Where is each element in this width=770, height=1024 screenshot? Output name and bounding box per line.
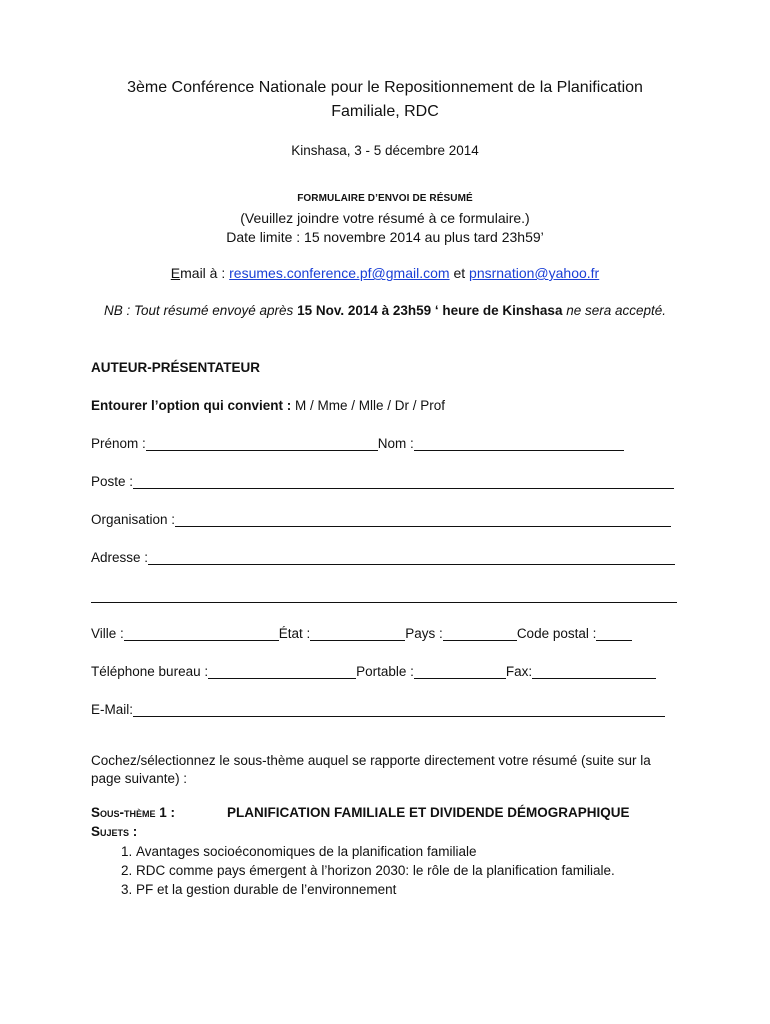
email-field[interactable] [133, 704, 665, 717]
position-label: Poste : [91, 474, 134, 489]
subtheme-instruction: Cochez/sélectionnez le sous-thème auquel se rapporte directement votre résumé (suite sur la page suivante) : [91, 753, 651, 786]
position-field[interactable] [133, 476, 674, 489]
fax-field[interactable] [532, 666, 656, 679]
deadline: Date limite : 15 novembre 2014 au plus tard 23h59’ [226, 229, 544, 245]
subtheme-number: Sous-thème 1 : [91, 805, 176, 820]
fax-label: Fax: [505, 664, 533, 679]
submission-email-line [0, 265, 770, 281]
email-link-yahoo[interactable]: pnsrnation@yahoo.fr [469, 265, 600, 281]
subtheme-title[interactable]: PLANIFICATION FAMILIALE ET DIVIDENDE DÉMOGRAPHIQUE [227, 805, 630, 820]
subject-item[interactable]: 2. RDC comme pays émergent à l’horizon 2030: le rôle de la planification familiale. [136, 861, 615, 880]
email-connector: et [449, 265, 470, 281]
state-field[interactable] [310, 628, 405, 641]
subject-item[interactable]: 3. PF et la gestion durable de l’environnement [136, 880, 615, 899]
instructions-block [0, 209, 770, 247]
subjects-list-wrap [91, 842, 615, 899]
mobile-label: Portable : [356, 664, 414, 679]
organisation-row [91, 512, 671, 527]
title-line-2: Familiale, RDC [331, 103, 439, 120]
author-section-heading: AUTEUR-PRÉSENTATEUR [91, 360, 261, 375]
title-option-values[interactable]: M / Mme / Mlle / Dr / Prof [291, 398, 446, 413]
country-field[interactable] [443, 628, 517, 641]
first-name-label: Prénom : [91, 436, 146, 451]
organisation-field[interactable] [175, 514, 671, 527]
title-option-label: Entourer l’option qui convient : [91, 398, 292, 413]
city-field[interactable] [124, 628, 279, 641]
subjects-label [91, 824, 137, 839]
email-label: mail à : [180, 265, 230, 281]
phone-row [91, 664, 656, 679]
position-row [91, 474, 674, 489]
address-field-line-2[interactable] [91, 590, 677, 603]
city-row [91, 626, 632, 641]
name-row [91, 436, 624, 451]
title-option-row [91, 398, 445, 413]
mobile-field[interactable] [414, 666, 506, 679]
organisation-label: Organisation : [91, 512, 176, 527]
email-row [91, 702, 665, 717]
subtheme-label [91, 805, 175, 820]
city-label: Ville : [91, 626, 124, 641]
state-label: État : [278, 626, 311, 641]
subject-item[interactable]: 1. Avantages socioéconomiques de la planification familiale [136, 842, 615, 861]
postal-code-field[interactable] [596, 628, 632, 641]
attach-instruction: (Veuillez joindre votre résumé à ce formulaire.) [240, 210, 530, 226]
postal-code-label: Code postal : [516, 626, 597, 641]
email-label-first-letter: E [170, 265, 181, 281]
subjects-heading: Sujets : [91, 824, 138, 839]
email-link-gmail[interactable]: resumes.conference.pf@gmail.com [229, 265, 450, 281]
title-line-1: 3ème Conférence Nationale pour le Repositionnement de la Planification [127, 79, 643, 96]
address-label: Adresse : [91, 550, 149, 565]
nb-part-3: ne sera accepté. [562, 303, 667, 318]
first-name-field[interactable] [146, 438, 378, 451]
conference-location: Kinshasa, 3 - 5 décembre 2014 [291, 143, 479, 158]
office-phone-label: Téléphone bureau : [91, 664, 209, 679]
subjects-list [91, 842, 615, 899]
nb-deadline: 15 Nov. 2014 à 23h59 ‘ heure de Kinshasa [297, 303, 563, 318]
last-name-label: Nom : [377, 436, 414, 451]
address-field[interactable] [148, 552, 675, 565]
document-title [0, 76, 770, 124]
office-phone-field[interactable] [208, 666, 356, 679]
email-field-label: E-Mail: [91, 702, 134, 717]
address-row [91, 550, 675, 565]
form-heading: FORMULAIRE D’ENVOI DE RÉSUMÉ [297, 193, 473, 204]
country-label: Pays : [405, 626, 443, 641]
nb-part-1: NB : Tout résumé envoyé après [103, 303, 298, 318]
last-name-field[interactable] [414, 438, 624, 451]
nb-note [0, 303, 770, 318]
